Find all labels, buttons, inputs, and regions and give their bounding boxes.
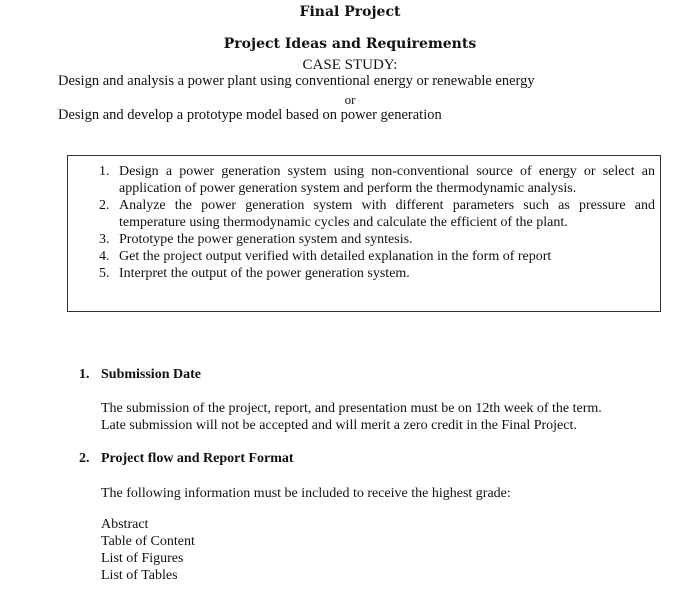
requirement-text: Prototype the power generation system and syntesis. [119, 232, 413, 247]
document-title: Final Project [299, 4, 401, 20]
report-item: Table of Content [101, 534, 195, 549]
submission-line-1: The submission of the project, report, and presentation must be on 12th week of the term. [101, 401, 602, 416]
requirement-text: Design a power generation system using non-conventional source of energy or select an application of power generation system and perform the thermodynamic analysis. [119, 164, 655, 196]
document-subtitle: Project Ideas and Requirements [223, 36, 477, 52]
requirement-text: Get the project output verified with detailed explanation in the form of report [119, 249, 552, 264]
section-number: 1. [79, 367, 90, 382]
requirement-text: Interpret the output of the power generation system. [119, 266, 410, 281]
report-items-list [101, 516, 195, 584]
section-heading-submission-date [79, 367, 201, 383]
case-study-option-1: Design and analysis a power plant using conventional energy or renewable energy [58, 73, 535, 89]
requirement-number: 5. [99, 266, 110, 281]
requirement-number: 4. [99, 249, 110, 264]
or-separator: or [344, 92, 356, 107]
requirements-box [67, 155, 661, 312]
requirement-number: 3. [99, 232, 110, 247]
submission-date-paragraph [101, 400, 602, 434]
requirement-number: 1. [99, 164, 110, 179]
case-study-label: CASE STUDY: [302, 57, 398, 73]
section-number: 2. [79, 451, 90, 466]
case-study-option-2: Design and develop a prototype model based on power generation [58, 107, 442, 123]
report-item: List of Tables [101, 568, 178, 583]
section-title: Submission Date [101, 367, 201, 382]
report-item: List of Figures [101, 551, 184, 566]
section-title: Project flow and Report Format [101, 451, 294, 466]
submission-line-2: Late submission will not be accepted and will merit a zero credit in the Final Project. [101, 418, 577, 433]
report-format-intro: The following information must be included to receive the highest grade: [101, 486, 511, 501]
requirement-text: Analyze the power generation system with different parameters such as pressure and temperature using thermodynamic cycles and calculate the efficient of the plant. [119, 198, 655, 230]
section-heading-report-format [79, 451, 294, 467]
report-item: Abstract [101, 517, 149, 532]
requirement-number: 2. [99, 198, 110, 213]
